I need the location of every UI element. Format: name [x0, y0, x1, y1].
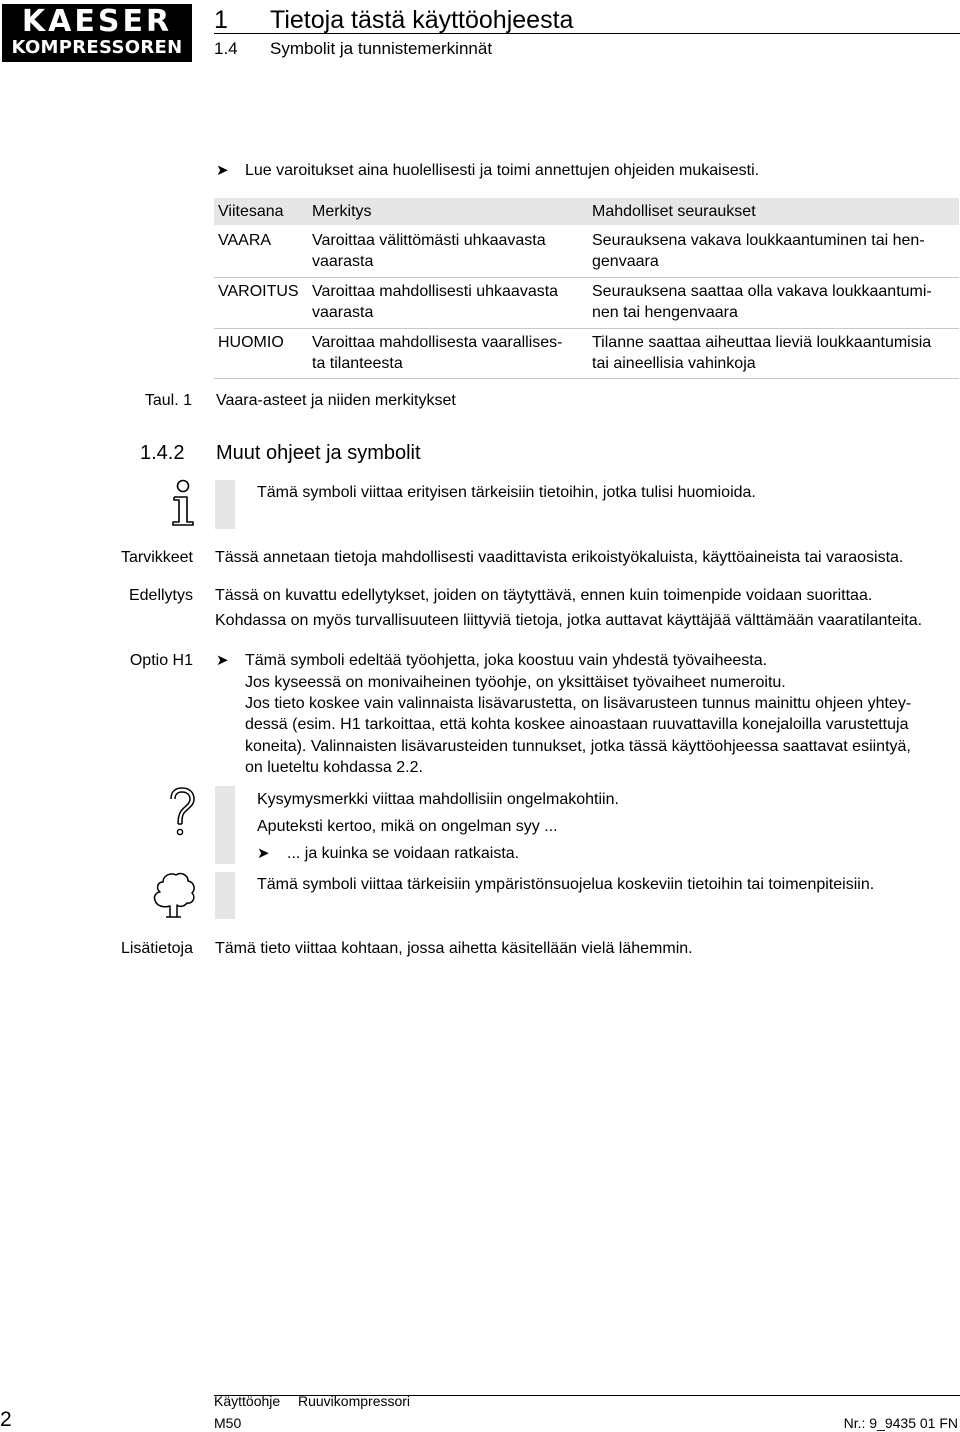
- subsection-title: Muut ohjeet ja symbolit: [216, 442, 421, 464]
- logo-line1: KAESER: [21, 4, 173, 39]
- subsection-number: 1.4.2: [140, 442, 185, 464]
- note-bar: [215, 480, 235, 529]
- note-bar: [215, 786, 235, 864]
- table-cell-consequences: Seurauksena saattaa olla vakava loukkaantumi-: [592, 283, 932, 300]
- footer-doc-number: Nr.: 9_9435 01 FN: [843, 1415, 958, 1431]
- footer-doc-type: Käyttöohje: [214, 1393, 281, 1409]
- optio-line: koneita). Valinnaisten lisävarusteiden tunnukset, jotka tässä käyttöohjeessa saattavat esiintyä,: [245, 738, 911, 755]
- lisatietoja-label: Lisätietoja: [120, 940, 193, 957]
- table-cell-word: VAROITUS: [218, 283, 299, 300]
- arrow-bullet-icon: ➤: [216, 162, 229, 179]
- arrow-bullet-icon: ➤: [216, 652, 229, 669]
- chapter-number: 1: [214, 6, 228, 34]
- note-bar: [215, 872, 235, 919]
- optio-line: on lueteltu kohdassa 2.2.: [245, 759, 423, 776]
- table-cell-meaning: ta tilanteesta: [312, 355, 403, 372]
- header-rule: [214, 33, 960, 34]
- arrow-bullet-icon: ➤: [257, 845, 270, 862]
- column-header-word: Viitesana: [218, 203, 284, 220]
- table-cell-consequences: tai aineellisia vahinkoja: [592, 355, 756, 372]
- table-cell-consequences: genvaara: [592, 253, 659, 270]
- info-note-text: Tämä symboli viittaa erityisen tärkeisiin tietoihin, jotka tulisi huomioida.: [257, 484, 756, 501]
- column-header-meaning: Merkitys: [312, 203, 372, 220]
- table-row-divider: [214, 378, 959, 379]
- intro-instruction: Lue varoitukset aina huolellisesti ja toimi annettujen ohjeiden mukaisesti.: [245, 162, 760, 179]
- table-cell-meaning: Varoittaa välittömästi uhkaavasta: [312, 232, 546, 249]
- info-icon: [168, 478, 198, 528]
- optio-label: Optio H1: [129, 652, 193, 669]
- edellytys-line: Tässä on kuvattu edellytykset, joiden on täytyttävä, ennen kuin toimenpide voidaan suorittaa.: [215, 587, 873, 604]
- edellytys-line: Kohdassa on myös turvallisuuteen liittyviä tietoja, jotka auttavat käyttäjää välttämään vaaratilanteita.: [215, 612, 923, 629]
- table-caption-text: Vaara-asteet ja niiden merkitykset: [216, 392, 456, 409]
- table-cell-meaning: Varoittaa mahdollisesti uhkaavasta: [312, 283, 559, 300]
- page-number: 2: [0, 1408, 12, 1431]
- footer-model: M50: [214, 1415, 242, 1431]
- table-cell-meaning: vaarasta: [312, 304, 374, 321]
- footer-product: Ruuvikompressori: [298, 1393, 411, 1409]
- table-cell-meaning: vaarasta: [312, 253, 374, 270]
- optio-line: Jos kyseessä on monivaiheinen työohje, on yksittäiset työvaiheet numeroitu.: [245, 674, 786, 691]
- kaeser-logo: [2, 4, 192, 62]
- section-title: Symbolit ja tunnistemerkinnät: [270, 39, 493, 58]
- table-caption-label: Taul. 1: [144, 392, 192, 409]
- table-cell-consequences: nen tai hengenvaara: [592, 304, 738, 321]
- table-cell-consequences: Tilanne saattaa aiheuttaa lieviä loukkaantumisia: [592, 334, 932, 351]
- optio-line: Jos tieto koskee vain valinnaista lisävarustetta, on lisävarusteen tunnus mainittu ohjeen yhtey-: [245, 695, 912, 712]
- optio-line: Tämä symboli edeltää työohjetta, joka koostuu vain yhdestä työvaiheesta.: [245, 652, 768, 669]
- tarvikkeet-label: Tarvikkeet: [120, 549, 193, 566]
- table-cell-word: HUOMIO: [218, 334, 284, 351]
- edellytys-label: Edellytys: [128, 587, 193, 604]
- tree-icon: [150, 870, 198, 920]
- lisatietoja-text: Tämä tieto viittaa kohtaan, jossa aihetta käsitellään vielä lähemmin.: [215, 940, 693, 957]
- table-row-divider: [214, 328, 959, 329]
- troubleshoot-line: ... ja kuinka se voidaan ratkaista.: [287, 845, 520, 862]
- troubleshoot-line: Aputeksti kertoo, mikä on ongelman syy ...: [257, 818, 558, 835]
- table-cell-word: VAARA: [218, 232, 272, 249]
- logo-line2: KOMPRESSOREN: [11, 37, 183, 58]
- section-number: 1.4: [214, 39, 238, 58]
- table-cell-consequences: Seurauksena vakava loukkaantuminen tai hen-: [592, 232, 925, 249]
- troubleshoot-line: Kysymysmerkki viittaa mahdollisiin ongelmakohtiin.: [257, 791, 619, 808]
- table-row-divider: [214, 277, 959, 278]
- tarvikkeet-text: Tässä annetaan tietoja mahdollisesti vaadittavista erikoistyökaluista, käyttöaineista tai varaosista.: [215, 549, 904, 566]
- chapter-title: Tietoja tästä käyttöohjeesta: [270, 6, 574, 34]
- environment-note-text: Tämä symboli viittaa tärkeisiin ympäristönsuojelua koskeviin tietoihin tai toimenpiteisiin.: [257, 876, 875, 893]
- table-cell-meaning: Varoittaa mahdollisesta vaarallises-: [312, 334, 563, 351]
- question-mark-icon: [166, 786, 198, 838]
- optio-line: dessä (esim. H1 tarkoittaa, että kohta koskee ainoastaan ruuvattavilla konejaloilla varustettuja: [245, 716, 909, 733]
- column-header-consequences: Mahdolliset seuraukset: [592, 203, 756, 220]
